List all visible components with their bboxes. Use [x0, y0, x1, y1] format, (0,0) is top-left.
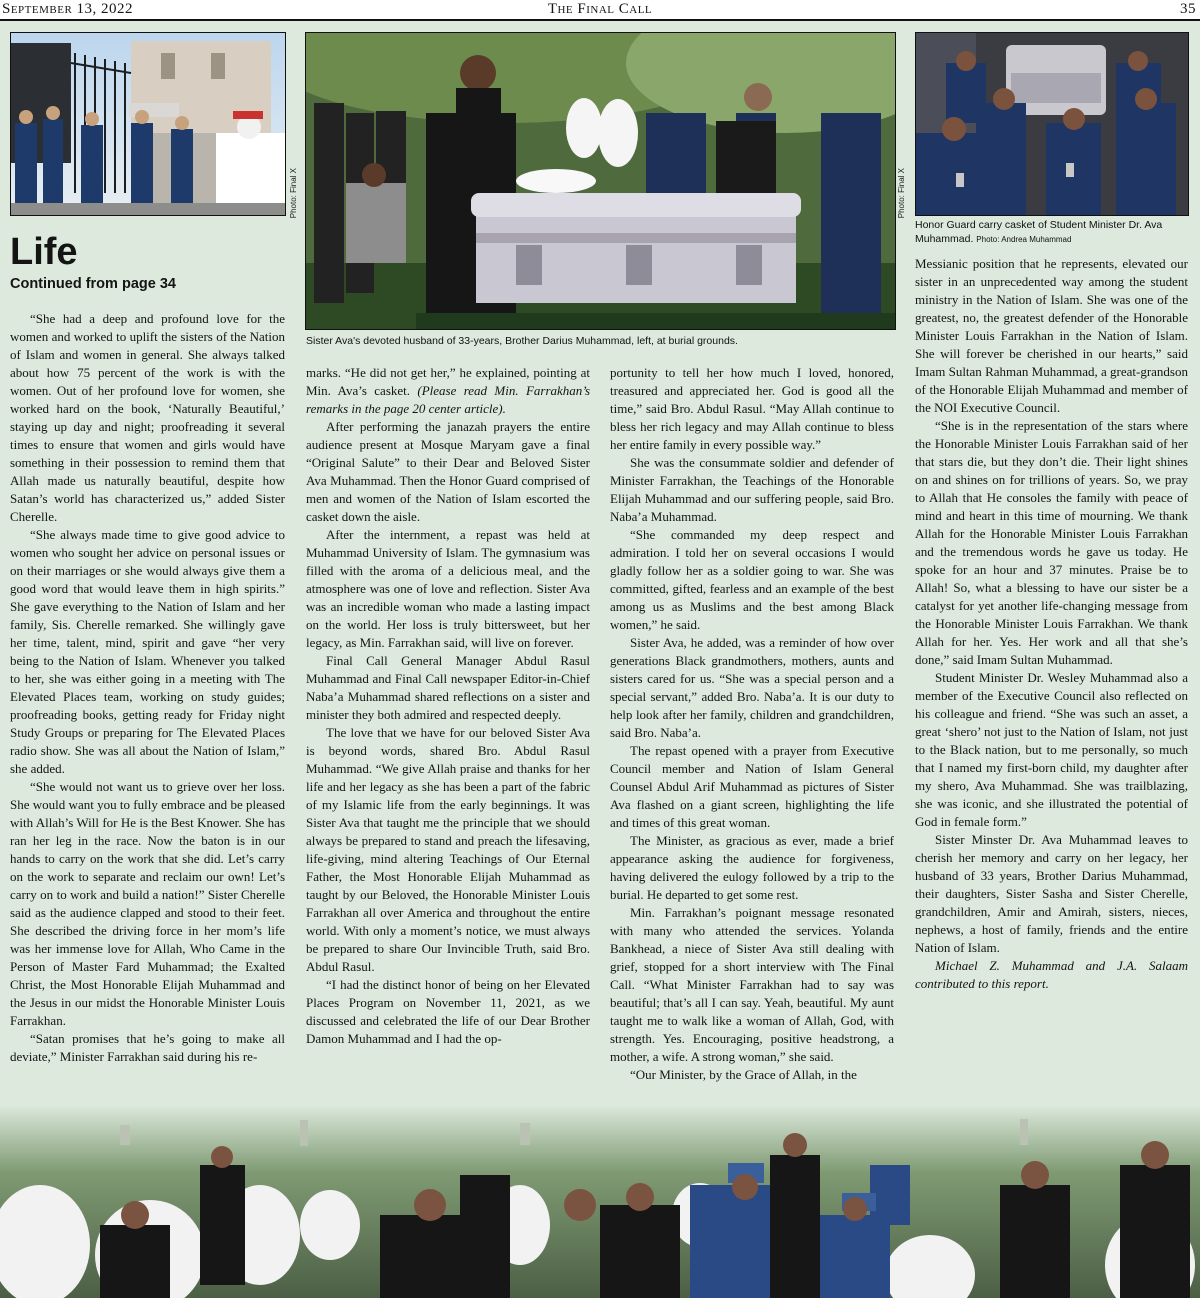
publication-name: The Final Call — [547, 1, 653, 17]
paragraph: After performing the janazah prayers the entire audience present at Mosque Maryam gave a final “Original Salute” to their Dear and Beloved Sister Ava Muhammad. Then the Honor Guard comprised of men and women of the Nation of Islam escorted the casket down the aisle. — [306, 419, 590, 524]
paragraph: The repast opened with a prayer from Executive Council member and Nation of Islam General Counsel Abdul Arif Muhammad as pictures of Sister Ava flashed on a giant screen, highlighting the life and times of this great woman. — [610, 743, 894, 830]
paragraph: portunity to tell her how much I loved, honored, treasured and appreciated her. God is good all the time,” said Bro. Abdul Rasul. “May Allah continue to bless her rich legacy and may Allah continue to bless her entire family in every possible way.” — [610, 365, 894, 452]
paragraph: “She had a deep and profound love for the women and worked to uplift the sisters of the Nation of Islam and women in general. She always talked about how 75 percent of the work is with the women. Out of her profound love for women, she worked hard on the book, ‘Naturally Beautiful,’ staying up day and night; proofreading it several times to ensure that women and girls would have something in their possession to remind them that Allah made us naturally beautiful, despite how Satan’s world has characterized us,” added Sister Cherelle. — [10, 311, 285, 524]
paragraph — [306, 364, 590, 418]
paragraph: The Minister, as gracious as ever, made a brief appearance asking the audience for forgiveness, having delivered the eulogy followed by a trip to the burial. He departed to get some rest. — [610, 833, 894, 902]
caption-honor-guard-casket — [915, 218, 1187, 247]
photo-credit-center: Photo: Final X — [897, 168, 906, 219]
paragraph-text: marks. “He did not get her,” he explained, pointing at Min. Ava’s casket. — [306, 365, 590, 398]
page-number: 35 — [1180, 1, 1196, 17]
paragraph: After the internment, a repast was held at Muhammad University of Islam. The gymnasium was filled with the aroma of a delicious meal, and the atmosphere was one of love and reflection. Sister Ava was an incredible woman who made a lasting impact on the world. Her loss is truly bittersweet, but her legacy, as Min. Farrakhan said, will live on forever. — [306, 527, 590, 650]
paragraph: “Satan promises that he’s going to make all deviate,” Minister Farrakhan said during his re- — [10, 1031, 285, 1064]
paragraph: Sister Ava, he added, was a reminder of how over generations Black grandmothers, mothers, aunts and sisters cared for us. “She was a special person and a special servant,” added Bro. Naba’a. It is our duty to help look after her family, children and grandchildren, said Bro. Naba’a. — [610, 635, 894, 740]
paragraph: She was the consummate soldier and defender of Minister Farrakhan, the Teachings of the Honorable Elijah Muhammad and our suffering people, said Bro. Naba’a Muhammad. — [610, 455, 894, 524]
paragraph: The love that we have for our beloved Sister Ava is beyond words, shared Bro. Abdul Rasul Muhammad. “We give Allah praise and thanks for her life and her legacy as she has been a part of the fabric of my Islamic life from the early beginnings. It was Sister Ava that taught me the principle that we should always be prepared to stand and preach the lifesaving, life-giving, mind altering Teachings of Our Eternal Father, the Most Honorable Elijah Muhammad as taught by our Beloved, the Honorable Minister Louis Farrakhan all over America and throughout the entire world. With only a moment’s notice, we must always be prepared to share Our Invincible Truth, said Bro. Abdul Rasul. — [306, 725, 590, 974]
paragraph: Sister Minster Dr. Ava Muhammad leaves to cherish her memory and carry on her legacy, her husband of 33 years, Brother Darius Muhammad, their daughters, Sister Sasha and Sister Cherelle, grandchildren, Amir and Amirah, sisters, nieces, nephews, a host of family, friends and the entire Nation of Islam. — [915, 832, 1188, 955]
byline: Michael Z. Muhammad and J.A. Salaam contributed to this report. — [915, 958, 1188, 991]
photo-honor-guard-casket — [915, 32, 1189, 216]
continued-from: Continued from page 34 — [10, 276, 176, 292]
article-column-3 — [610, 364, 894, 1084]
page-reference-note: (Please read Min. Farrakhan’s remarks in the page 20 center article). — [306, 383, 590, 416]
burial-photo-image — [306, 33, 895, 329]
article-title: Life — [10, 231, 78, 273]
procession-photo-image — [11, 33, 285, 215]
paragraph: “She always made time to give good advice to women who sought her advice on personal issues or on their marriages or she would always give them a good word that would leave them in high spirits.” She gave everything to the Nation of Islam and her family, Sis. Cherelle remarked. She willingly gave her time, talent, mind, spirit and gave “her very being to the Nation of Islam. Whenever you talked to her, she was either going in a meeting with The Elevated Places team, working on study guides; proofreading books, getting ready for Friday night Study Groups or preparing for The Elevated Places radio show. She was all about the Nation of Islam,” she added. — [10, 527, 285, 776]
paragraph: Messianic position that he represents, elevated our sister in an unprecedented way among the student ministry in the Nation of Islam. She was one of the greatest, no, the greatest defender of the Honorable Minister Louis Farrakhan in the Nation of Islam. She will forever be cherished in our hearts,” said Imam Sultan Rahman Muhammad, a great-grandson of the Honorable Elijah Muhammad and member of the NOI Executive Council. — [915, 256, 1188, 415]
caption-text: Honor Guard carry casket of Student Minister Dr. Ava Muhammad. — [915, 219, 1163, 245]
paragraph: Final Call General Manager Abdul Rasul Muhammad and Final Call newspaper Editor-in-Chief Naba’a Muhammad shared reflections on a sister and minister they both admired and respected deeply. — [306, 653, 590, 722]
paragraph: “She would not want us to grieve over her loss. She would want you to fully embrace and be pleased with Allah’s Will for He is the Best Knower. She has ran her leg in the race. Now the baton is in our hands to carry on the work that she did. Let’s carry on the work to separate and reclaim our own! Let’s carry on to work and build a nation!” Sister Cherelle said as the audience clapped and stood to their feet. She described the driving force in her mom’s life was her immense love for Allah, Who Came in the Person of Master Fard Muhammad; the Exalted Christ, the Most Honorable Elijah Muhammad and the Jesus in our midst the Honorable Minister Louis Farrakhan. — [10, 779, 285, 1028]
photo-burial-grounds — [305, 32, 896, 330]
honor-guard-photo-image — [916, 33, 1188, 215]
crowd-photo-image — [0, 1105, 1200, 1298]
photo-credit-top-left: Photo: Final X — [289, 168, 298, 219]
paragraph: “She commanded my deep respect and admiration. I told her on several occasions I would gladly follow her as a soldier going to war. She was committed, gifted, fearless and an example of the best among us as Muslims and the best among Black women,” he said. — [610, 527, 894, 632]
page-header — [0, 0, 1200, 21]
photo-crowd-at-burial — [0, 1105, 1200, 1298]
paragraph: Min. Farrakhan’s poignant message resonated with many who attended the services. Yolanda Bankhead, a niece of Sister Ava still dealing with grief, stopped for a short interview with The Final Call. “What Minister Farrakhan had to say was beautiful; that’s all I can say. Yeah, beautiful. My aunt taught me to walk like a woman of Allah, God, with strength. Yes. Encouraging, positive headstrong, a mother, a wife. A strong woman,” she said. — [610, 905, 894, 1064]
article-column-2 — [306, 364, 590, 1048]
photo-honor-guard-procession — [10, 32, 286, 216]
paragraph: Student Minister Dr. Wesley Muhammad also a member of the Executive Council also reflected on his colleague and friend. “She was such an asset, a great ‘shero’ not just to the Nation of Islam, not just to the Black nation, but to me personally, so much that I named my first-born child, my daughter after my shero, Ava Muhammad. She was trailblazing, she was iconic, and she illustrated the potential of God in female form.” — [915, 670, 1188, 829]
caption-photo-credit: Photo: Andrea Muhammad — [976, 235, 1072, 244]
paragraph: “Our Minister, by the Grace of Allah, in the — [630, 1067, 857, 1082]
paragraph: “I had the distinct honor of being on her Elevated Places Program on November 11, 2021, as we discussed and celebrated the life of our Dear Brother Damon Muhammad and I had the op- — [306, 977, 590, 1046]
caption-burial-grounds: Sister Ava's devoted husband of 33-years, Brother Darius Muhammad, left, at burial grounds. — [306, 335, 738, 347]
article-column-4 — [915, 255, 1188, 993]
issue-date: September 13, 2022 — [2, 1, 134, 17]
article-column-1 — [10, 310, 285, 1066]
paragraph: “She is in the representation of the stars where the Honorable Minister Louis Farrakhan said of her that stars die, but they don’t die. Their light shines on and shines on for trillions of years. So, we pray to Allah that He consoles the family with peace of mind and heart in this time of mourning. We thank Allah for the Honorable Minister Louis Farrakhan and the tremendous words he gave us today. He spoke for an hour and 37 minutes. Praise be to Allah! So, what a blessing to have our sister be a catalyst for yet another life-changing message from the Honorable Minister Louis Farrakhan. We thank Allah for her. Yes. Her work and all that she’s done,” said Imam Sultan Muhammad. — [915, 418, 1188, 667]
